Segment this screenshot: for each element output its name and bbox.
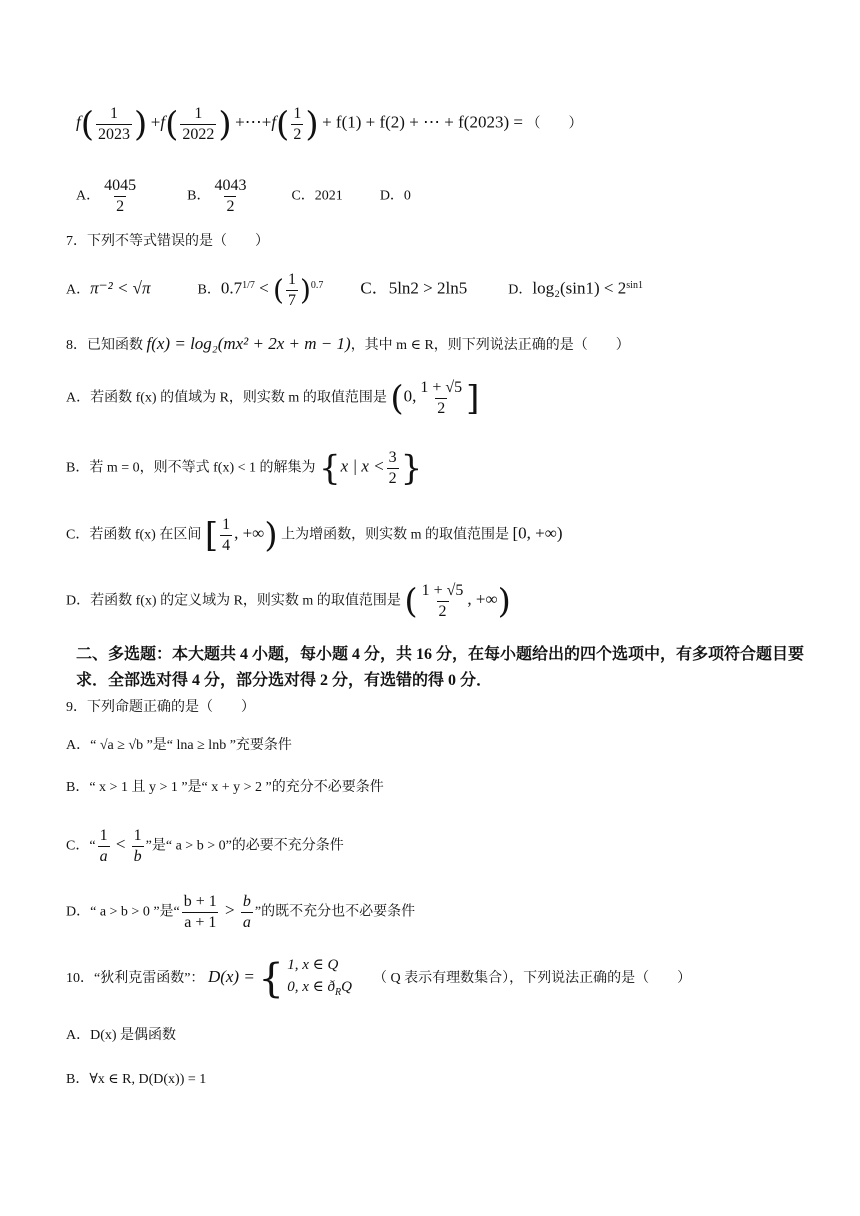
q10-cases: 1, x ∈ Q 0, x ∈ $ð_RQ$	[287, 957, 352, 998]
q10-option-b: B．∀x ∈ R, D(D(x)) = 1	[66, 1072, 207, 1087]
q10-option-a: A．D(x) 是偶函数	[66, 1028, 177, 1043]
q9-option-a: A．“ √a ≥ √b ”是“ lna ≥ lnb ”充要条件	[66, 738, 292, 753]
q9-option-c: C．“ $\frac{1}{a}$ < $\frac{1}{b}$ ”是“ a > b > 0”的必要不充分条件	[66, 827, 344, 865]
q8-option-b: B．若 m = 0，则不等式 f(x) < 1 的解集为 {x | x < $\frac{3}{2}$ }	[66, 448, 423, 489]
q6-frac-2: $\frac{1}{2022}$	[182, 105, 215, 143]
q9-stem: 9．下列命题正确的是（ ）	[66, 700, 255, 715]
q7-stem: 7．下列不等式错误的是（ ）	[66, 234, 269, 249]
q8-option-c: C．若函数 f(x) 在区间 [ $\frac{1}{4}$ , +∞) 上为增函数，则实数 m 的取值范围是 [0, +∞)	[66, 515, 563, 556]
q9-option-d: D．“ a > b > 0 ”是“ $\frac{b + 1}{a + 1}$ > $\frac{b}{a}$ ”的既不充分也不必要条件	[66, 893, 416, 931]
q10-stem: 10．“狄利克雷函数”： D(x) = { 1, x ∈ Q 0, x ∈ $ð_RQ$ （ Q 表示有理数集合），下列说法正确的是（ ）	[66, 956, 692, 1002]
q8-stem: 8．已知函数 f(x) = log₂(mx² + 2x + m − 1)，其中 m ∈ R，则下列说法正确的是（ ）	[66, 334, 630, 353]
q7-options: A．π⁻² < √π B．$0.7^{1/7}$ < ( $\frac{1}{7}$ )$^{0.7}$ C．5ln2 > 2ln5 D．$\log_2(\sin 1) < 2^{sin1}$	[66, 271, 643, 309]
q6-options: A． $\frac{4045}{2}$ B． $\frac{4043}{2}$ C．2021 D．0	[76, 177, 411, 215]
q6-frac-1: $\frac{1}{2023}$	[98, 105, 130, 143]
q6-frac-3: $\frac{1}{2}$	[293, 105, 302, 143]
q9-option-b: B．“ x > 1 且 y > 1 ”是“ x + y > 2 ”的充分不必要条件	[66, 780, 384, 795]
q6-expression: f( $\frac{1}{2023}$ ) +f( $\frac{1}{2022}$ ) +⋯+f( $\frac{1}{2}$ ) + f(1) + f(2) + ⋯ + f(2023) = （ ）	[76, 104, 583, 145]
q8-option-a: A．若函数 f(x) 的值域为 R，则实数 m 的取值范围是 (0, $\frac{1 + √5}{2}$ ]	[66, 378, 480, 419]
section-2-heading: 二、多选题：本大题共 4 小题，每小题 4 分，共 16 分，在每小题给出的四个选项中，有多项符合题目要求．全部选对得 4 分，部分选对得 2 分，有选错的得 0 分．	[76, 646, 805, 689]
q8-option-d: D．若函数 f(x) 的定义域为 R，则实数 m 的取值范围是 ( $\frac{1 + √5}{2}$ , +∞)	[66, 581, 511, 622]
